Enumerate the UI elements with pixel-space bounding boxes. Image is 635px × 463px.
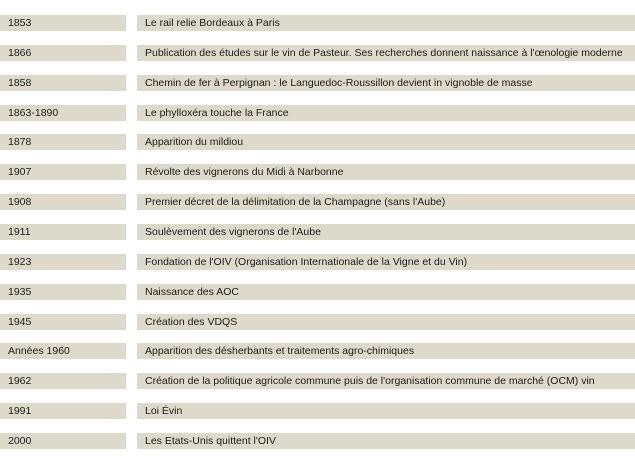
year-cell: 1991 [0,403,126,419]
timeline-row [0,343,635,359]
timeline-row [0,224,635,240]
year-cell: 1911 [0,224,126,240]
year-cell: 1878 [0,134,126,150]
timeline-row [0,373,635,389]
event-cell: Apparition des désherbants et traitements agro-chimiques [137,343,635,359]
year-cell: 1962 [0,373,126,389]
timeline-row [0,194,635,210]
timeline-row [0,164,635,180]
year-cell: 1866 [0,45,126,61]
event-cell: Naissance des AOC [137,284,635,300]
event-cell: Révolte des vignerons du Midi à Narbonne [137,164,635,180]
timeline-row [0,45,635,61]
event-cell: Fondation de l'OIV (Organisation Internationale de la Vigne et du Vin) [137,254,635,270]
event-cell: Le rail relie Bordeaux à Paris [137,15,635,31]
year-cell: 1907 [0,164,126,180]
year-cell: 1853 [0,15,126,31]
timeline-row [0,254,635,270]
event-cell: Chemin de fer à Perpignan : le Languedoc-Roussillon devient in vignoble de masse [137,75,635,91]
event-cell: Création de la politique agricole commune puis de l'organisation commune de marché (OCM) vin [137,373,635,389]
year-cell: 2000 [0,433,126,449]
timeline-row [0,15,635,31]
year-cell: 1935 [0,284,126,300]
year-cell: 1863-1890 [0,105,126,121]
timeline-row [0,75,635,91]
year-cell: 1923 [0,254,126,270]
event-cell: Publication des études sur le vin de Pasteur. Ses recherches donnent naissance à l'œnologie moderne [137,45,635,61]
timeline-row [0,105,635,121]
event-cell: Le phylloxéra touche la France [137,105,635,121]
event-cell: Loi Évin [137,403,635,419]
timeline-row [0,134,635,150]
timeline-row [0,403,635,419]
event-cell: Apparition du mildiou [137,134,635,150]
year-cell: 1945 [0,314,126,330]
year-cell: Années 1960 [0,343,126,359]
event-cell: Premier décret de la délimitation de la Champagne (sans l'Aube) [137,194,635,210]
event-cell: Création des VDQS [137,314,635,330]
year-cell: 1858 [0,75,126,91]
year-cell: 1908 [0,194,126,210]
timeline-row [0,284,635,300]
event-cell: Les Etats-Unis quittent l'OIV [137,433,635,449]
event-cell: Soulèvement des vignerons de l'Aube [137,224,635,240]
timeline-table [0,15,635,463]
timeline-row [0,314,635,330]
